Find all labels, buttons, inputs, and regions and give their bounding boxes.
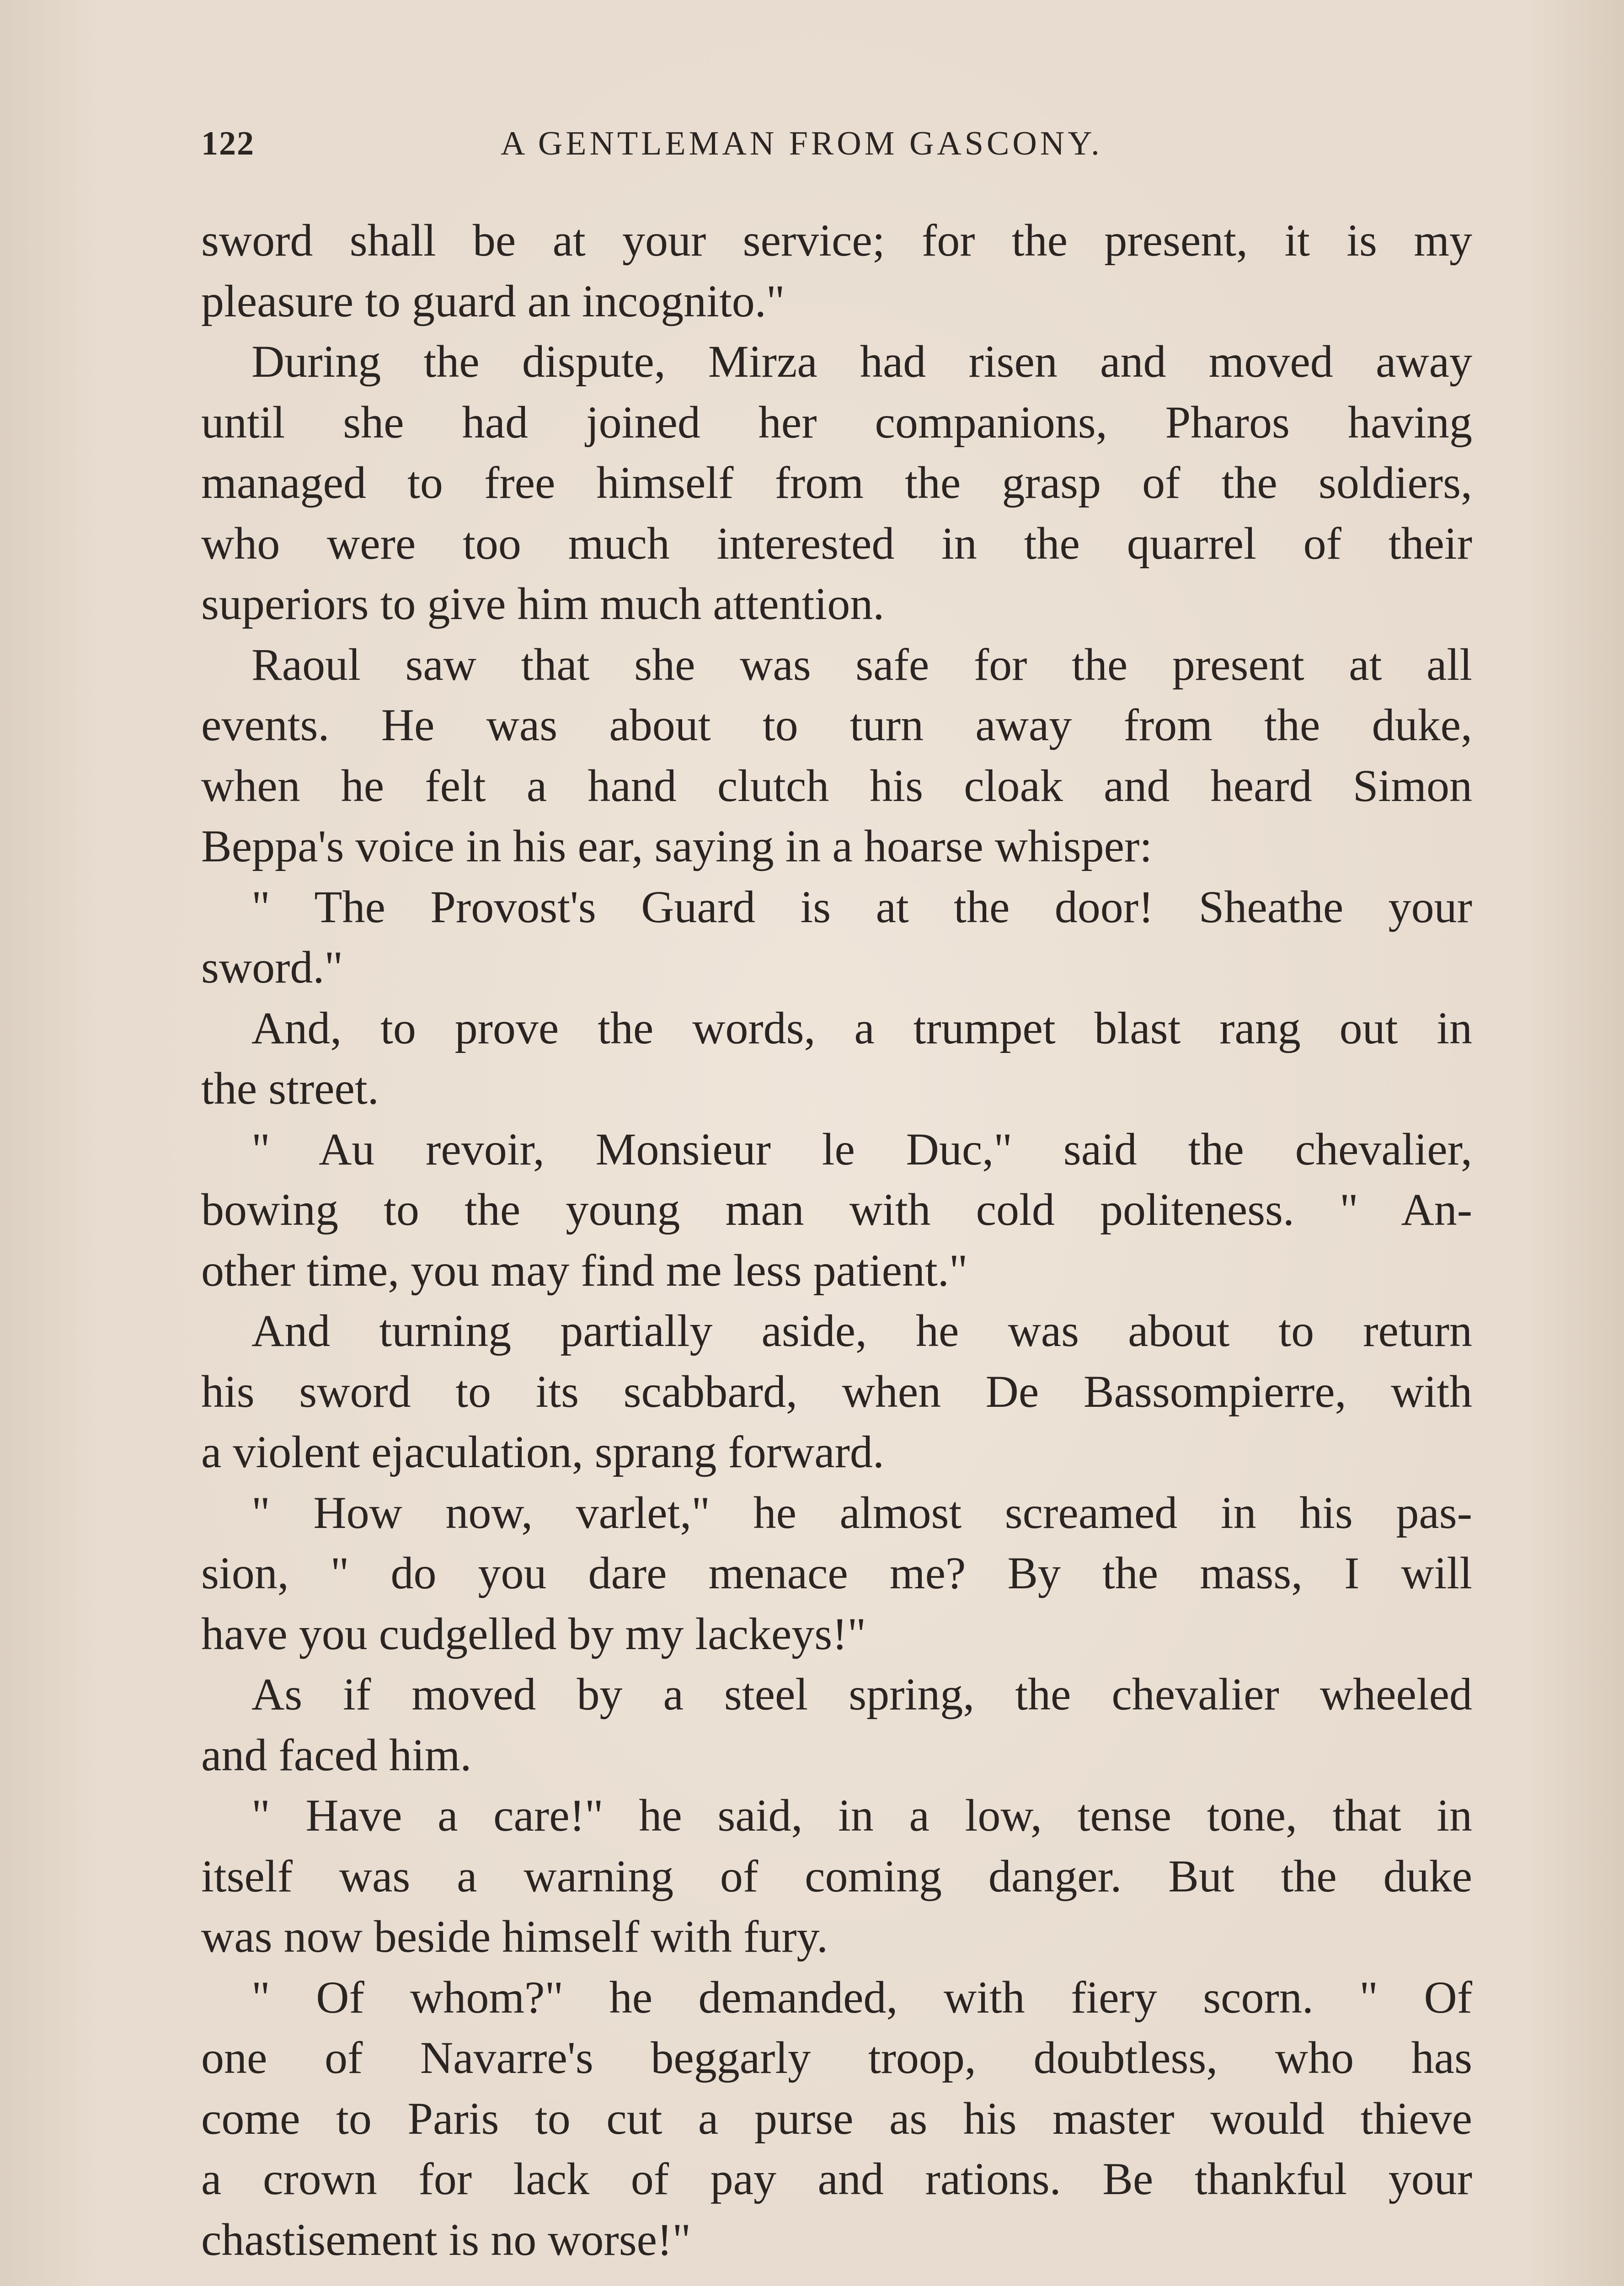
text-line: come to Paris to cut a purse as his master would thieve [201, 2093, 1472, 2144]
text-line: until she had joined her companions, Pharos having [201, 396, 1472, 448]
running-title: A GENTLEMAN FROM GASCONY. [501, 125, 1103, 162]
text-line: " Of whom?" he demanded, with fiery scorn. " Of [251, 1971, 1472, 2023]
text-line: a violent ejaculation, sprang forward. [201, 1426, 884, 1477]
text-line: And turning partially aside, he was about to return [251, 1305, 1472, 1356]
text-line: sion, " do you dare menace me? By the mass, I will [201, 1548, 1472, 1598]
text-line: who were too much interested in the quarrel of their [201, 518, 1472, 569]
text-line: " How now, varlet," he almost screamed in his pas- [251, 1487, 1472, 1538]
text-line: bowing to the young man with cold politeness. " An- [201, 1184, 1472, 1235]
text-line: sword shall be at your service; for the present, it is my [201, 215, 1472, 266]
text-line: Beppa's voice in his ear, saying in a hoarse whisper: [201, 821, 1153, 871]
text-line: was now beside himself with fury. [201, 1911, 828, 1962]
text-line: sword." [201, 942, 343, 993]
text-line: " The Provost's Guard is at the door! Sheathe your [251, 881, 1472, 932]
text-line: his sword to its scabbard, when De Bassompierre, with [201, 1366, 1472, 1417]
text-line: Raoul saw that she was safe for the present at all [251, 639, 1472, 690]
page-number: 122 [201, 125, 255, 162]
text-line: one of Navarre's beggarly troop, doubtless, who has [201, 2032, 1472, 2083]
text-line: " Au revoir, Monsieur le Duc," said the chevalier, [251, 1123, 1472, 1175]
text-line: events. He was about to turn away from the duke, [201, 700, 1472, 750]
text-line: superiors to give him much attention. [201, 578, 885, 629]
body-text [201, 210, 1472, 2270]
text-line: other time, you may find me less patient." [201, 1244, 968, 1296]
text-line: During the dispute, Mirza had risen and moved away [251, 336, 1472, 387]
text-line: when he felt a hand clutch his cloak and heard Simon [201, 760, 1472, 811]
text-line: And, to prove the words, a trumpet blast rang out in [251, 1002, 1472, 1053]
text-line: As if moved by a steel spring, the chevalier wheeled [251, 1669, 1472, 1720]
text-line: chastisement is no worse!" [201, 2214, 691, 2265]
text-line: have you cudgelled by my lackeys!" [201, 1608, 866, 1659]
text-line: the street. [201, 1063, 379, 1114]
text-line: a crown for lack of pay and rations. Be thankful your [201, 2153, 1472, 2204]
text-line: and faced him. [201, 1729, 472, 1780]
text-line: managed to free himself from the grasp of the soldiers, [201, 457, 1472, 508]
text-line: pleasure to guard an incognito." [201, 275, 785, 326]
text-line: " Have a care!" he said, in a low, tense tone, that in [251, 1790, 1472, 1841]
page-header [201, 120, 1166, 175]
text-line: itself was a warning of coming danger. But the duke [201, 1850, 1472, 1901]
